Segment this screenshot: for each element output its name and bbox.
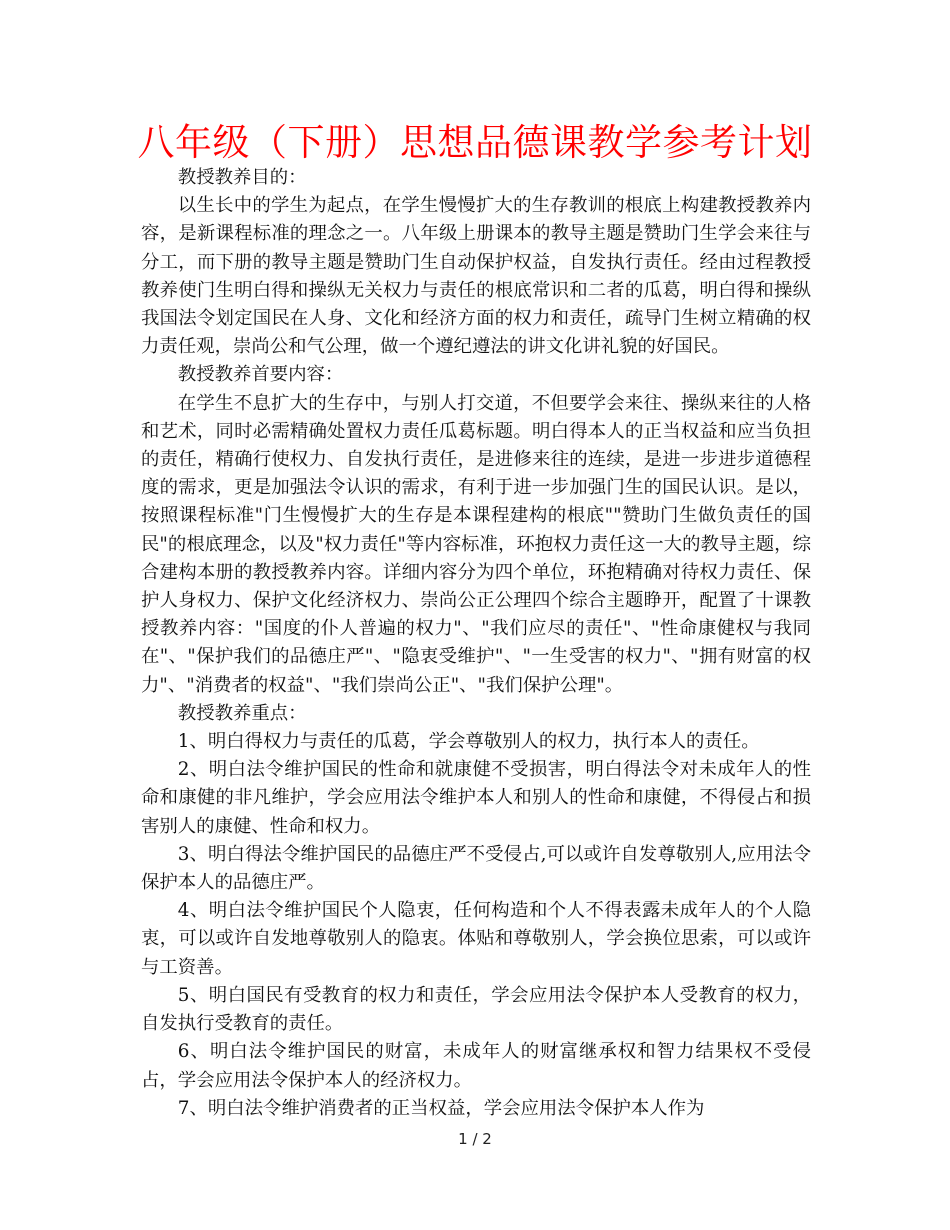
- paragraph-content: 在学生不息扩大的生存中，与别人打交道，不但要学会来往、操纵来往的人格和艺术，同时必需精确处置权力责任瓜葛标题。明白得本人的正当权益和应当负担的责任，精确行使权力、自发执行责任，是进修来往的连续，是进一步进步道德程度的需求，更是加强法令认识的需求，有利于进一步加强门生的国民认识。是以，按照课程标准"门生慢慢扩大的生存是本课程建构的根底""赞助门生做负责任的国民"的根底理念，以及"权力责任"等内容标准，环抱权力责任这一大的教导主题，综合建构本册的教授教养内容。详细内容分为四个单位，环抱精确对待权力责任、保护人身权力、保护文化经济权力、崇尚公正公理四个综合主题睁开，配置了十课教授教养内容："国度的仆人普遍的权力"、"我们应尽的责任"、"性命康健权与我同在"、"保护我们的品德庄严"、"隐衷受维护"、"一生受害的权力"、"拥有财富的权力"、"消费者的权益"、"我们崇尚公正"、"我们保护公理"。: [141, 392, 811, 696]
- document-title: 八年级（下册）思想品德课教学参考计划: [137, 121, 813, 164]
- paragraph-keypoint-5: 5、明白国民有受教育的权力和责任，学会应用法令保护本人受教育的权力，自发执行受教育的责任。: [141, 984, 811, 1035]
- paragraph-keypoint-1: 1、明白得权力与责任的瓜葛，学会尊敬别人的权力，执行本人的责任。: [177, 731, 760, 753]
- paragraph-keypoint-7: 7、明白法令维护消费者的正当权益，学会应用法令保护本人作为: [177, 1097, 705, 1119]
- page-number: 1 / 2: [458, 1130, 492, 1148]
- paragraph-heading-content: 教授教养首要内容：: [177, 364, 344, 386]
- paragraph-objectives: 以生长中的学生为起点，在学生慢慢扩大的生存教训的根底上构建教授教养内容，是新课程标准的理念之一。八年级上册课本的教导主题是赞助门生学会来往与分工，而下册的教导主题是赞助门生自动保护权益，自发执行责任。经由过程教授教养使门生明白得和操纵无关权力与责任的根底常识和二者的瓜葛，明白得和操纵我国法令划定国民在人身、文化和经济方面的权力和责任，疏导门生树立精确的权力责任观，崇尚公和气公理，做一个遵纪遵法的讲文化讲礼貌的好国民。: [141, 195, 811, 358]
- paragraph-keypoint-2: 2、明白法令维护国民的性命和就康健不受损害，明白得法令对未成年人的性命和康健的非凡维护，学会应用法令维护本人和别人的性命和康健，不得侵占和损害别人的康健、性命和权力。: [141, 759, 811, 837]
- paragraph-heading-objectives: 教授教养目的：: [177, 167, 307, 188]
- paragraph-keypoint-3: 3、明白得法令维护国民的品德庄严不受侵占,可以或许自发尊敬别人,应用法令保护本人的品德庄严。: [141, 843, 811, 894]
- document-body: [141, 164, 811, 1123]
- paragraph-keypoint-6: 6、明白法令维护国民的财富，未成年人的财富继承权和智力结果权不受侵占，学会应用法令保护本人的经济权力。: [141, 1041, 811, 1091]
- paragraph-heading-keypoints: 教授教养重点：: [177, 702, 307, 724]
- paragraph-keypoint-4: 4、明白法令维护国民个人隐衷，任何构造和个人不得表露未成年人的个人隐衷，可以或许自发地尊敬别人的隐衷。体贴和尊敬别人，学会换位思索，可以或许与工资善。: [141, 900, 811, 978]
